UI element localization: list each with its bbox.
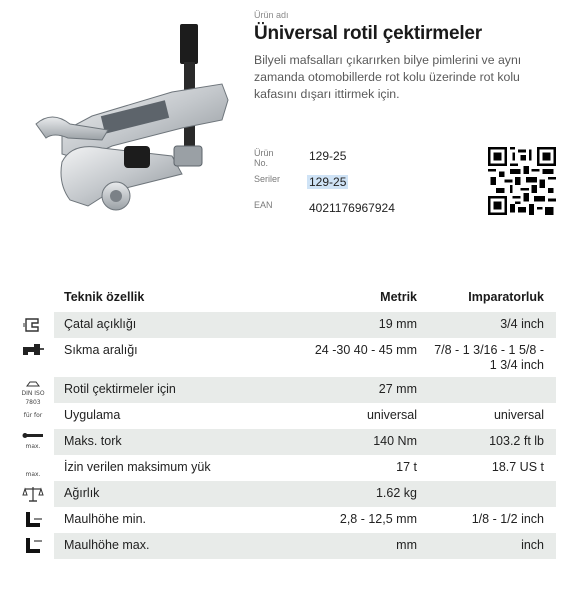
spec-name: Ağırlık xyxy=(64,486,100,500)
jaw-height-max-icon xyxy=(20,536,46,556)
max-text: max. xyxy=(25,471,41,478)
spec-imperial: 3/4 inch xyxy=(500,317,544,331)
spec-name: Uygulama xyxy=(64,408,121,422)
din-iso-tool-icon xyxy=(25,380,41,388)
max-torque-icon xyxy=(20,432,46,452)
spec-name: İzin verilen maksimum yük xyxy=(64,460,211,474)
meta-value: 129-25 xyxy=(309,149,347,163)
max-text: max. xyxy=(25,443,41,450)
spec-name: Çatal açıklığı xyxy=(64,317,137,331)
jaw-opening-icon xyxy=(20,315,46,335)
spec-name: Maulhöhe min. xyxy=(64,512,146,526)
table-row xyxy=(14,338,556,377)
series-link[interactable]: 129-25 xyxy=(309,175,347,189)
header-metric: Metrik xyxy=(380,290,417,304)
product-image xyxy=(22,14,234,226)
product-description: Bilyeli mafsalları çıkarırken bilye pimlerini ve aynı zamanda otomobillerde rot kolu üzerinde rot kolu kafasını dışarı ittirmek için. xyxy=(254,53,522,101)
spec-metric: 2,8 - 12,5 mm xyxy=(339,512,417,526)
torque-wrench-icon xyxy=(22,432,44,440)
spec-imperial: 103.2 ft lb xyxy=(489,434,544,448)
spec-metric: universal xyxy=(366,408,417,422)
table-header xyxy=(14,286,556,312)
qr-code-icon xyxy=(488,147,556,215)
spec-imperial-line1: 7/8 - 1 3/16 - 1 5/8 - xyxy=(434,343,544,357)
header-imperial: Imparatorluk xyxy=(468,290,544,304)
din-iso-icon xyxy=(20,380,46,406)
meta-key: Ürün No. xyxy=(254,148,274,168)
spec-table xyxy=(14,286,556,559)
product-name-label: Ürün adı xyxy=(254,10,289,20)
table-row xyxy=(14,429,556,455)
jaw-height-min-icon xyxy=(20,510,46,530)
spec-name: Sıkma aralığı xyxy=(64,343,138,357)
table-row xyxy=(14,481,556,507)
spec-metric: 27 mm xyxy=(378,382,417,396)
table-row xyxy=(14,312,556,338)
spec-imperial: 1/8 - 1/2 inch xyxy=(471,512,544,526)
spec-name: Maulhöhe max. xyxy=(64,538,150,552)
spec-imperial-line2: 1 3/4 inch xyxy=(489,358,544,372)
clamping-range-icon xyxy=(20,341,46,361)
product-info xyxy=(254,10,554,103)
table-row xyxy=(14,377,556,406)
spec-imperial: inch xyxy=(521,538,544,552)
spec-metric: 24 -30 40 - 45 mm xyxy=(314,343,417,357)
spec-name: Rotil çektirmeler için xyxy=(64,382,176,396)
max-load-icon xyxy=(20,458,46,478)
spec-name: Maks. tork xyxy=(64,434,122,448)
meta-key: Seriler xyxy=(254,174,281,184)
weight-scale-icon xyxy=(20,484,46,504)
spec-metric: mm xyxy=(396,538,417,552)
table-row xyxy=(14,455,556,481)
spec-imperial: 18.7 US t xyxy=(491,460,544,474)
spec-metric: 1.62 kg xyxy=(375,486,417,500)
meta-value: 4021176967924 xyxy=(309,201,395,215)
table-row xyxy=(14,507,556,533)
spec-metric: 140 Nm xyxy=(373,434,417,448)
header-spec: Teknik özellik xyxy=(64,290,145,304)
spec-metric: 19 mm xyxy=(378,317,417,331)
spec-metric: 17 t xyxy=(396,460,417,474)
meta-key: EAN xyxy=(254,200,273,210)
for-text: für for xyxy=(23,412,43,419)
din-iso-text: DIN ISO 7803 xyxy=(21,390,45,406)
spec-imperial xyxy=(434,343,544,373)
table-row xyxy=(14,403,556,429)
table-row xyxy=(14,533,556,559)
product-title: Üniversal rotil çektirmeler xyxy=(254,23,482,44)
for-icon xyxy=(20,406,46,426)
spec-imperial: universal xyxy=(493,408,544,422)
